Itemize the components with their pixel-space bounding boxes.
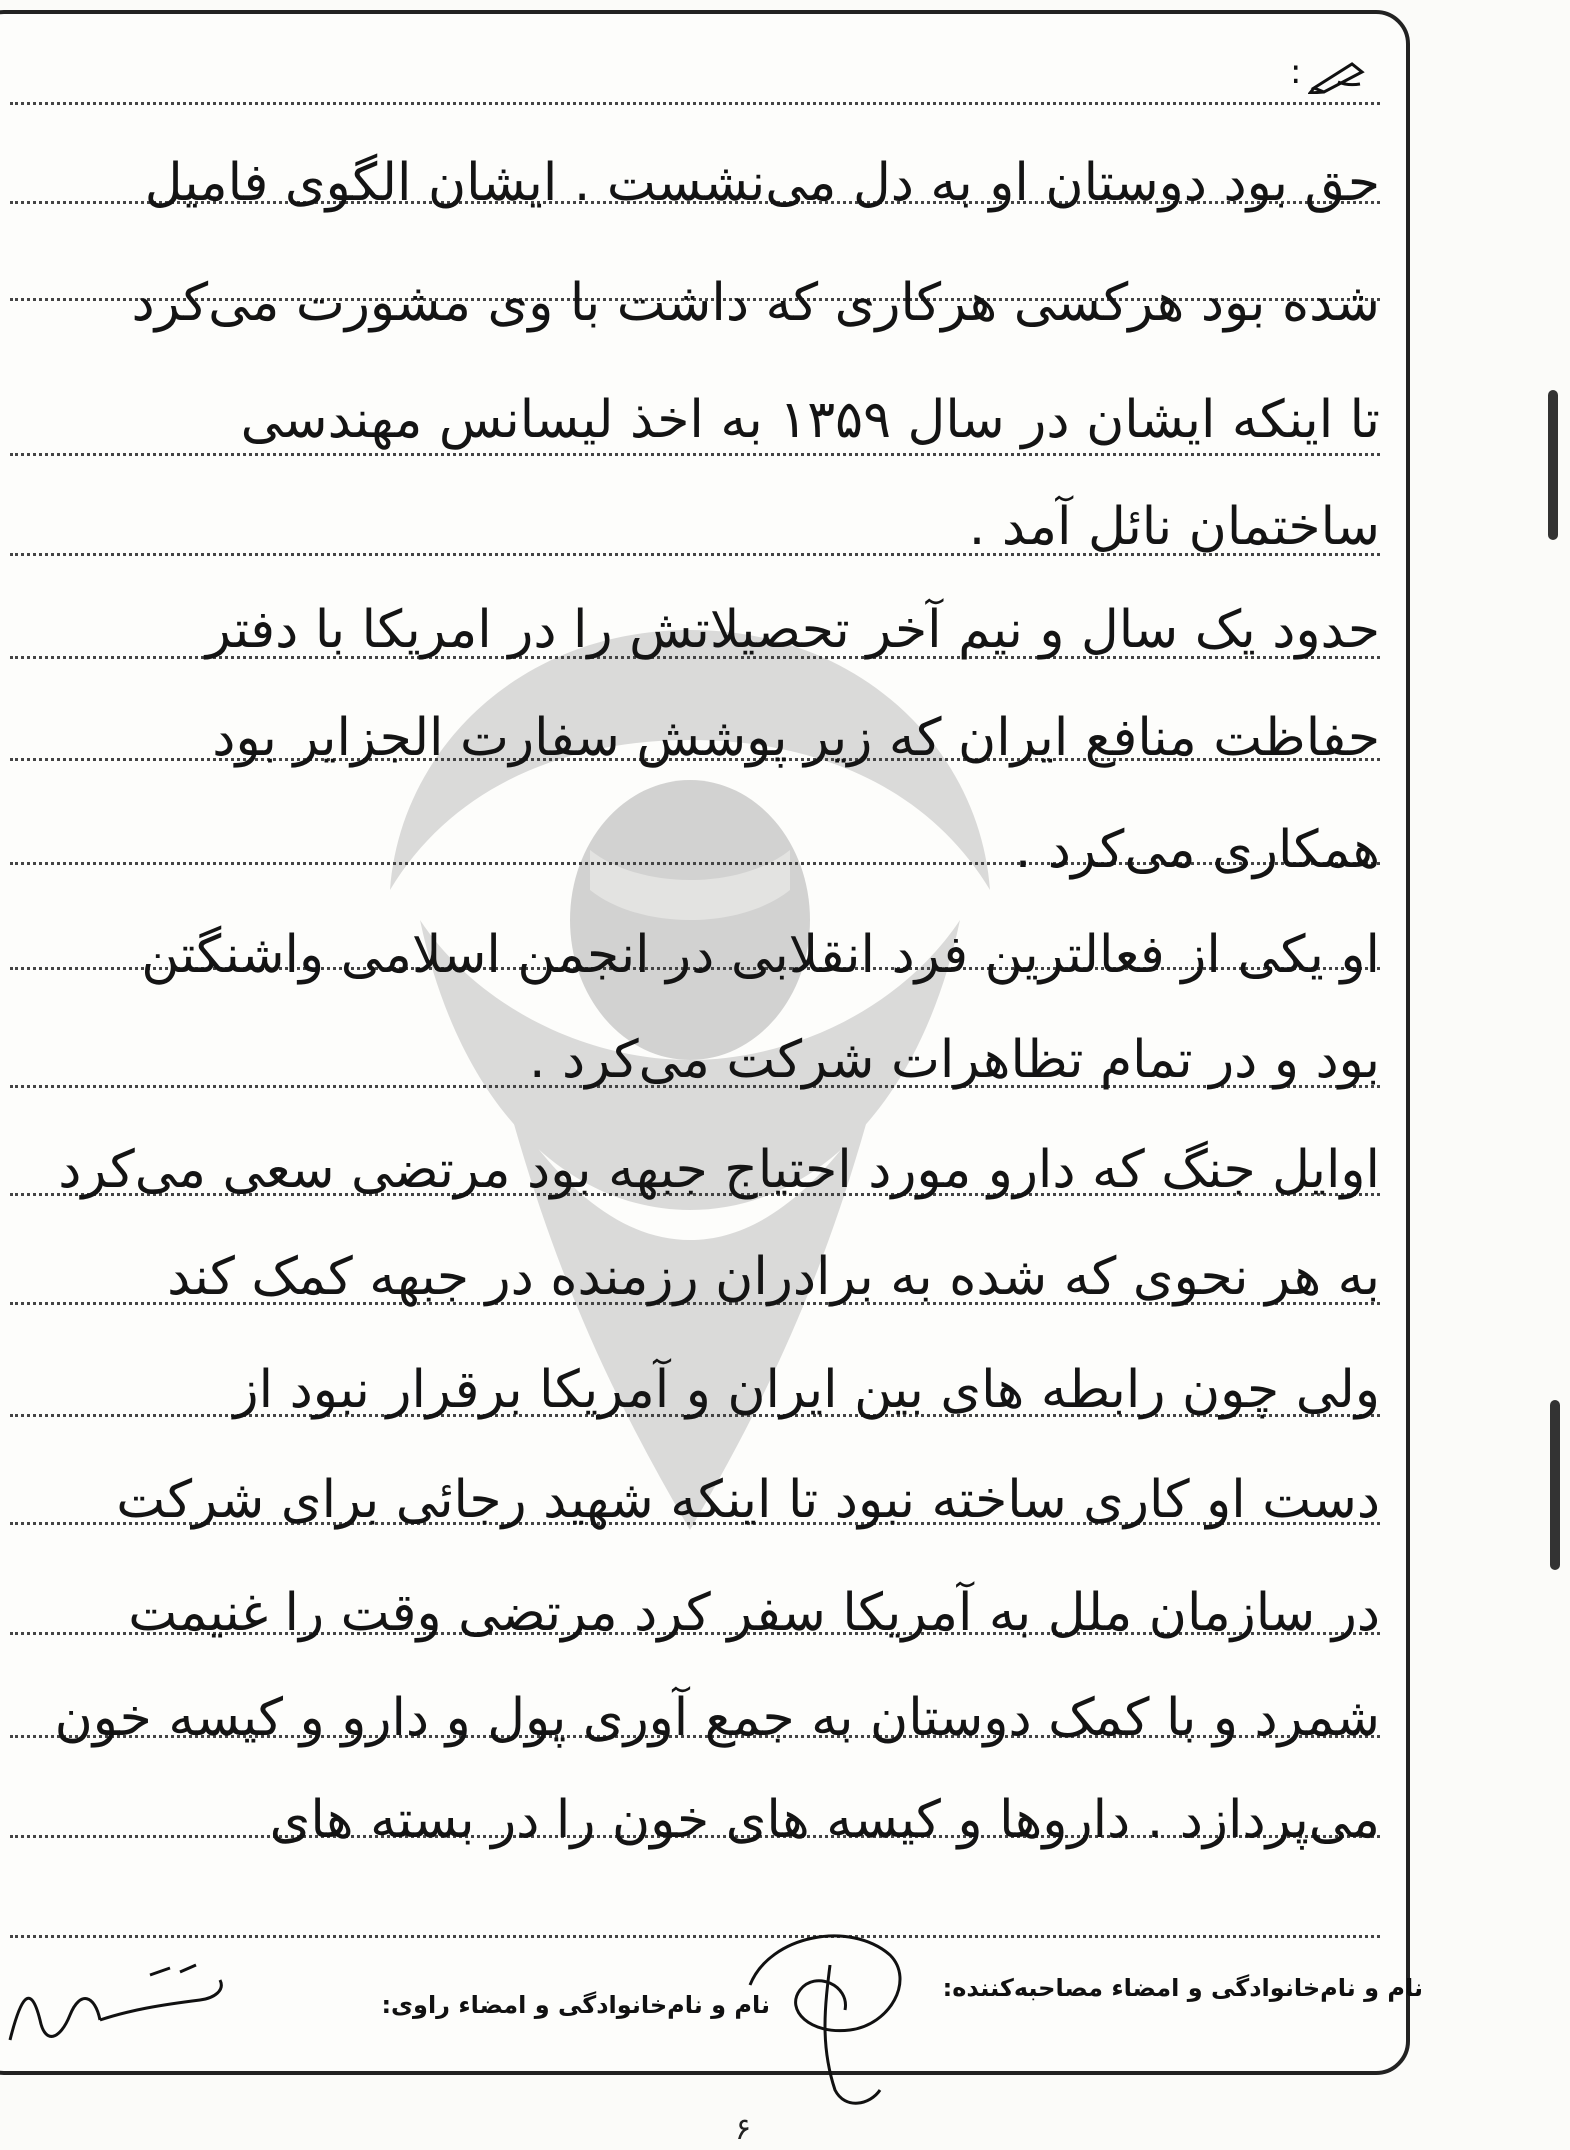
interviewer-signature-label: نام و نام‌خانوادگی و امضاء مصاحبه‌کننده:: [942, 1974, 1423, 2002]
handwritten-line: بود و در تمام تظاهرات شرکت می‌کرد .: [528, 1030, 1380, 1090]
handwritten-line: حق بود دوستان او به دل می‌نشست . ایشان الگوی فامیل: [144, 153, 1380, 213]
handwritten-line: شمرد و با کمک دوستان به جمع آوری پول و دارو و کیسه خون: [54, 1688, 1380, 1748]
handwritten-line: در سازمان ملل به آمریکا سفر کرد مرتضی وقت را غنیمت: [128, 1583, 1380, 1643]
handwritten-line: تا اینکه ایشان در سال ۱۳۵۹ به اخذ لیسانس مهندسی: [240, 390, 1380, 450]
handwritten-line: حدود یک سال و نیم آخر تحصیلاتش را در امریکا با دفتر: [205, 600, 1380, 660]
handwritten-line: دست او کاری ساخته نبود تا اینکه شهید رجائی برای شرکت: [116, 1470, 1380, 1530]
handwritten-line: همکاری می‌کرد .: [1014, 820, 1380, 880]
handwritten-line: شده بود هرکسی هرکاری که داشت با وی مشورت می‌کرد: [131, 273, 1380, 333]
handwritten-line: اوایل جنگ که دارو مورد احتیاج جبهه بود مرتضی سعی می‌کرد: [58, 1140, 1380, 1200]
handwritten-line: ساختمان نائل آمد .: [968, 497, 1380, 557]
handwritten-line: او یکی از فعالترین فرد انقلابی در انجمن اسلامی واشنگتن: [141, 925, 1380, 985]
pen-colon: :: [1290, 52, 1302, 92]
page-number: ۶: [735, 2112, 752, 2147]
interviewer-signature: [740, 1915, 920, 2115]
pen-icon: [1308, 58, 1368, 94]
handwritten-line: ولی چون رابطه های بین ایران و آمریکا برقرار نبود از: [233, 1360, 1380, 1420]
narrator-signature-label: نام و نام‌خانوادگی و امضاء راوی:: [381, 1991, 770, 2019]
binder-mark: [1548, 390, 1558, 540]
handwritten-line: حفاظت منافع ایران که زیر پوشش سفارت الجزایر بود: [212, 708, 1380, 768]
narrator-signature: [0, 1960, 230, 2060]
ruled-line: [10, 102, 1380, 105]
ruled-line: [10, 1935, 1380, 1938]
binder-mark: [1550, 1400, 1560, 1570]
handwritten-line: می‌پردازد . داروها و کیسه های خون را در بسته های: [269, 1790, 1380, 1850]
handwritten-line: به هر نحوی که شده به برادران رزمنده در جبهه کمک کند: [167, 1247, 1380, 1307]
